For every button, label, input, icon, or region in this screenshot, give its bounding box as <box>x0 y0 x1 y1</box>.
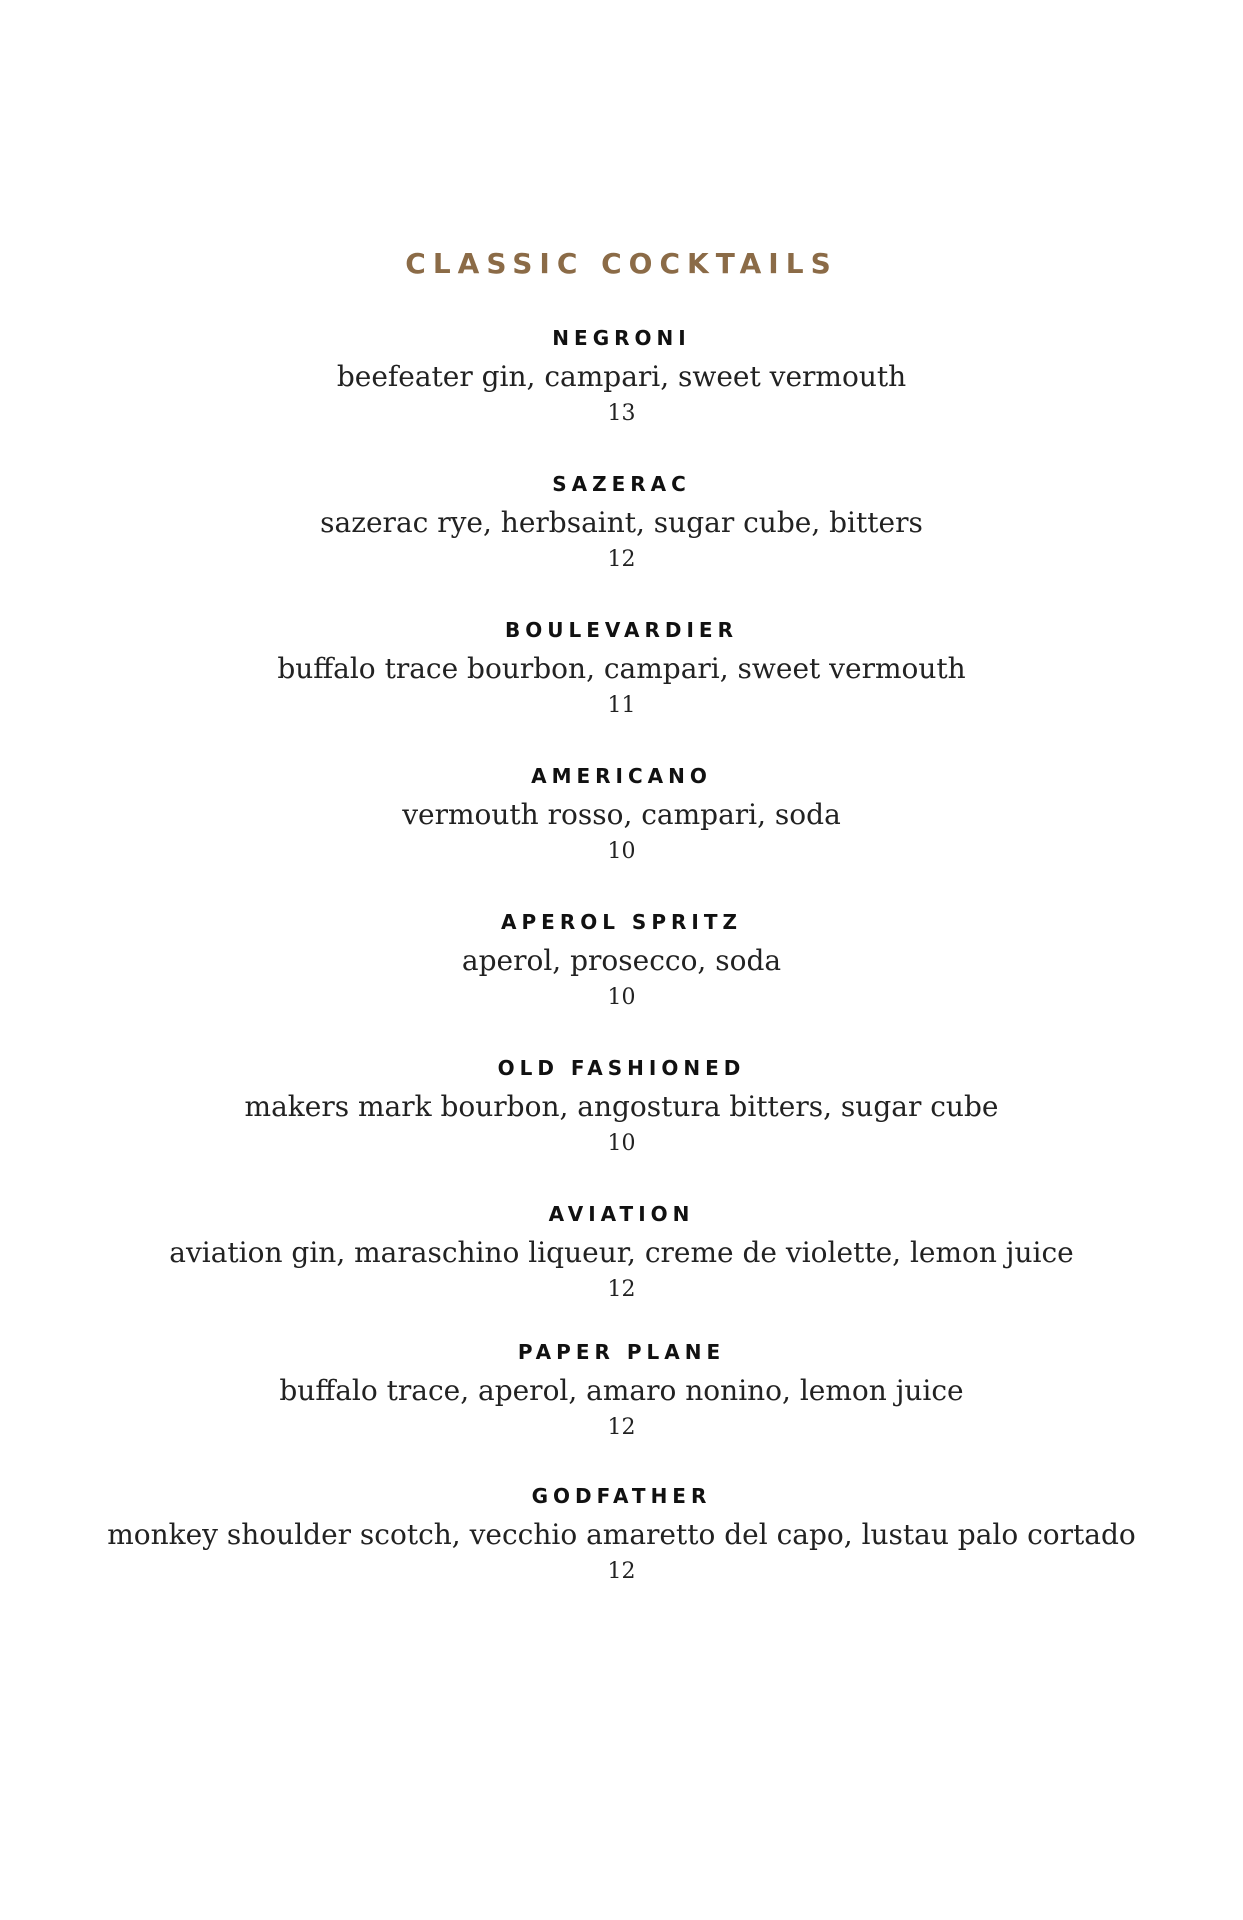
menu-item-old-fashioned <box>0 1055 1243 1159</box>
menu-item-aperol-spritz <box>0 909 1243 1013</box>
item-name: NEGRONI <box>552 326 691 350</box>
item-name: AMERICANO <box>531 764 712 788</box>
item-name: AVIATION <box>548 1202 695 1226</box>
item-name: OLD FASHIONED <box>497 1056 746 1080</box>
menu-item-aviation <box>0 1201 1243 1305</box>
item-price: 10 <box>607 985 636 1010</box>
item-description: buffalo trace, aperol, amaro nonino, lemon juice <box>279 1374 964 1407</box>
item-description: beefeater gin, campari, sweet vermouth <box>336 360 907 393</box>
item-description: vermouth rosso, campari, soda <box>402 798 841 831</box>
item-description: makers mark bourbon, angostura bitters, sugar cube <box>244 1090 999 1123</box>
item-name: SAZERAC <box>552 472 691 496</box>
item-price: 12 <box>607 1277 636 1302</box>
item-name: BOULEVARDIER <box>505 618 738 642</box>
menu-item-negroni <box>0 325 1243 429</box>
item-description: aviation gin, maraschino liqueur, creme de violette, lemon juice <box>169 1236 1074 1269</box>
item-price: 13 <box>607 401 636 426</box>
menu-item-americano <box>0 763 1243 867</box>
item-price: 10 <box>607 1131 636 1156</box>
item-price: 12 <box>607 1415 636 1440</box>
menu-item-sazerac <box>0 471 1243 575</box>
item-description: aperol, prosecco, soda <box>461 944 782 977</box>
item-price: 12 <box>607 1559 636 1584</box>
menu-item-godfather <box>0 1483 1243 1587</box>
item-name: GODFATHER <box>531 1484 712 1508</box>
menu-item-paper-plane <box>0 1339 1243 1443</box>
item-price: 12 <box>607 547 636 572</box>
item-price: 10 <box>607 839 636 864</box>
item-price: 11 <box>607 693 636 718</box>
menu-item-boulevardier <box>0 617 1243 721</box>
item-name: APEROL SPRITZ <box>501 910 742 934</box>
item-description: sazerac rye, herbsaint, sugar cube, bitters <box>320 506 923 539</box>
item-description: buffalo trace bourbon, campari, sweet vermouth <box>277 652 966 685</box>
item-name: PAPER PLANE <box>517 1340 726 1364</box>
item-description: monkey shoulder scotch, vecchio amaretto del capo, lustau palo cortado <box>107 1518 1136 1551</box>
section-title: CLASSIC COCKTAILS <box>405 247 838 280</box>
